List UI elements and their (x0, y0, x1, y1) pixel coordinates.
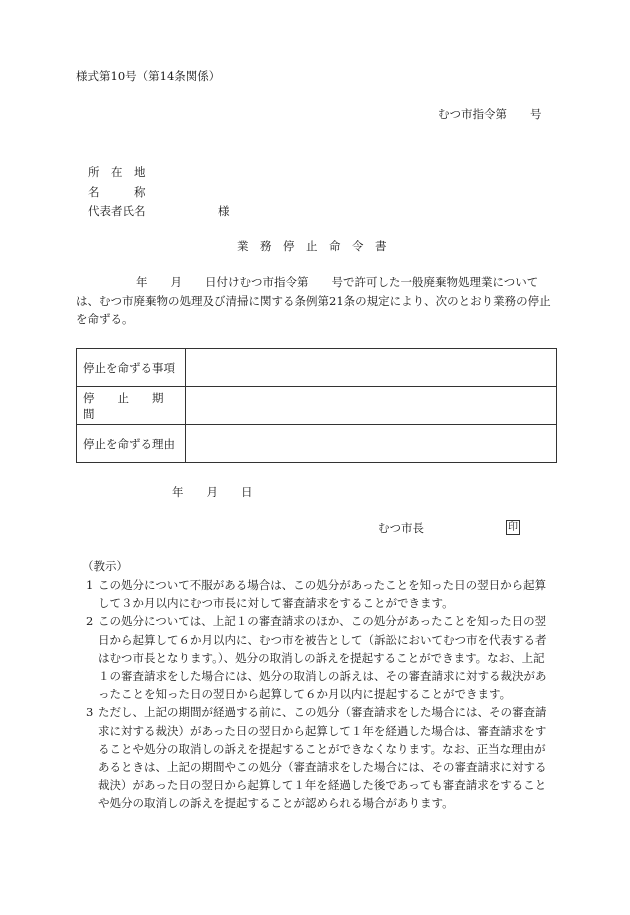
table-row (77, 387, 557, 425)
document-title: 業 務 停 止 命 令 書 (237, 239, 387, 253)
table-label: 停止を命ずる事項 (77, 349, 186, 387)
table-value (186, 349, 557, 387)
notice-item-text: この処分については、上記１の審査請求のほか、この処分があったことを知った日の翌日から起算して６か月以内に、むつ市を被告として（訴訟においてむつ市を代表する者はむつ市長となります。）、処分の取消しの訴えを提起することができます。なお、上記１の審査請求をした場合には、処分の取消しの訴えは、その審査請求に対する裁決があったことを知った日の翌日から起算して６か月以内に提起することができます。 (98, 614, 547, 702)
notice-item (76, 703, 556, 812)
honorific: 様 (218, 204, 230, 218)
table-value (186, 387, 557, 425)
issuer: むつ市長 (378, 521, 424, 535)
body-text: 年 月 日付けむつ市指令第 号で許可した一般廃棄物処理業については、むつ市廃棄物の処理及び清掃に関する条例第21条の規定により、次のとおり業務の停止を命ずる。 (76, 275, 551, 326)
name-label: 名 称 (88, 185, 146, 199)
table-label: 停 止 期 間 (77, 387, 186, 425)
representative-label: 代表者氏名 (88, 204, 146, 218)
table-label: 停止を命ずる理由 (77, 425, 186, 463)
form-number: 様式第10号（第14条関係） (76, 69, 221, 83)
seal-mark: 印 (508, 522, 518, 533)
seal-stamp (506, 519, 520, 535)
document-number: むつ市指令第 号 (438, 107, 542, 121)
notice-item-number: 3 (86, 705, 94, 720)
notice-item-text: ただし、上記の期間が経過する前に、この処分（審査請求をした場合には、その審査請求に対する裁決）があった日の翌日から起算して１年を経過した場合は、審査請求をすることや処分の取消しの訴えを提起することができなくなります。なお、正当な理由があるときは、上記の期間やこの処分（審査請求をした場合には、その審査請求に対する裁決）があった日の翌日から起算して１年を経過した後であっても審査請求をすることや処分の取消しの訴えを提起することが認められる場合があります。 (98, 705, 547, 811)
notice-item (76, 576, 556, 612)
address-label: 所 在 地 (88, 165, 146, 179)
table-row (77, 349, 557, 387)
notice-item-number: 1 (86, 578, 94, 592)
date-line: 年 月 日 (172, 485, 253, 499)
notice-heading: （教示） (82, 559, 128, 573)
notice-item-number: 2 (86, 614, 94, 629)
table-row (77, 425, 557, 463)
notice-item-text: この処分について不服がある場合は、この処分があったことを知った日の翌日から起算して３か月以内にむつ市長に対して審査請求をすることができます。 (98, 578, 547, 611)
notice-item (76, 612, 556, 703)
notice-list (76, 576, 556, 813)
table-value (186, 425, 557, 463)
order-table (76, 348, 557, 463)
